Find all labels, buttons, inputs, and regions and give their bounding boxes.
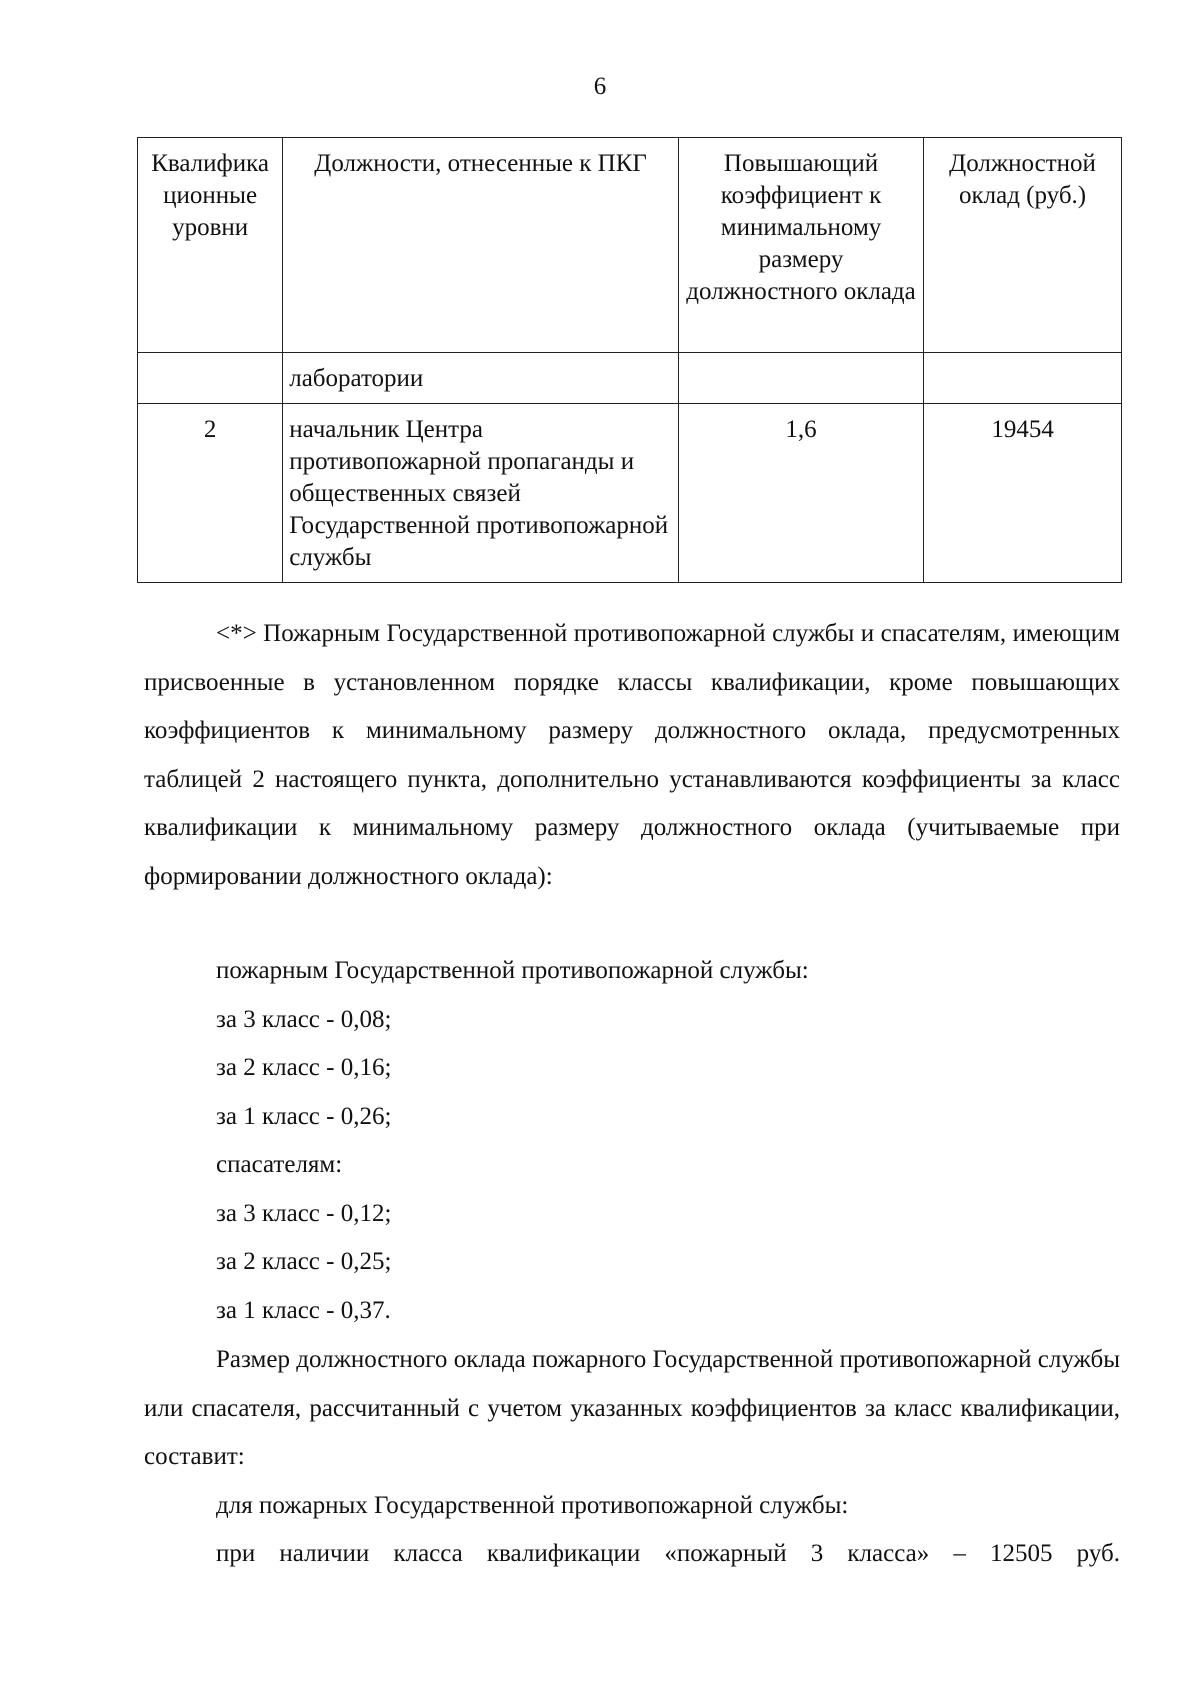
list-line: за 1 класс - 0,26; <box>216 1103 392 1130</box>
cell-salary: 19454 <box>924 404 1122 583</box>
header-positions: Должности, отнесенные к ПКГ <box>283 138 679 353</box>
last-line: при наличии класса квалификации «пожарный 3 класса» – 12505 руб. <box>216 1540 1120 1567</box>
list-line: спасателям: <box>216 1151 343 1178</box>
header-qualification-levels: Квалифика ционные уровни <box>138 138 283 353</box>
footnote-paragraph: <*> Пожарным Государственной противопожарной службы и спасателям, имеющим присвоенные в установленном порядке классы квалификации, кроме повышающих коэффициентов к минимальному размеру должностного оклада, предусмотренных таблицей 2 настоящего пункта, дополнительно устанавливаются коэффициенты за класс квалификации к минимальному размеру должностного оклада (учитываемые при формировании должностного оклада): <box>144 620 1120 890</box>
list-line: за 2 класс - 0,25; <box>216 1248 392 1275</box>
list-line: за 1 класс - 0,37. <box>216 1297 391 1324</box>
page-number: 6 <box>593 73 607 100</box>
cell-coefficient: 1,6 <box>678 404 923 583</box>
list-line: за 3 класс - 0,12; <box>216 1200 392 1227</box>
cell-level: 2 <box>138 404 283 583</box>
firefighters-line: для пожарных Государственной противопожарной службы: <box>216 1492 849 1519</box>
list-line: пожарным Государственной противопожарной службы: <box>216 957 809 984</box>
pkg-salary-table <box>137 137 1122 583</box>
cell-coefficient <box>678 353 923 404</box>
header-raising-coefficient: Повышающий коэффициент к минимальному размеру должностного оклада <box>678 138 923 353</box>
cell-salary <box>924 353 1122 404</box>
list-line: за 2 класс - 0,16; <box>216 1054 392 1081</box>
cell-position: лаборатории <box>283 353 679 404</box>
table-row <box>138 404 1122 583</box>
list-line: за 3 класс - 0,08; <box>216 1006 392 1033</box>
cell-level <box>138 353 283 404</box>
table-row <box>138 353 1122 404</box>
salary-size-paragraph: Размер должностного оклада пожарного Государственной противопожарной службы или спасателя, рассчитанный с учетом указанных коэффициентов за класс квалификации, составит: <box>144 1346 1120 1470</box>
header-salary: Должностной оклад (руб.) <box>924 138 1122 353</box>
table-header-row <box>138 138 1122 353</box>
cell-position: начальник Центра противопожарной пропаганды и общественных связей Государственной противопожарной службы <box>283 404 679 583</box>
